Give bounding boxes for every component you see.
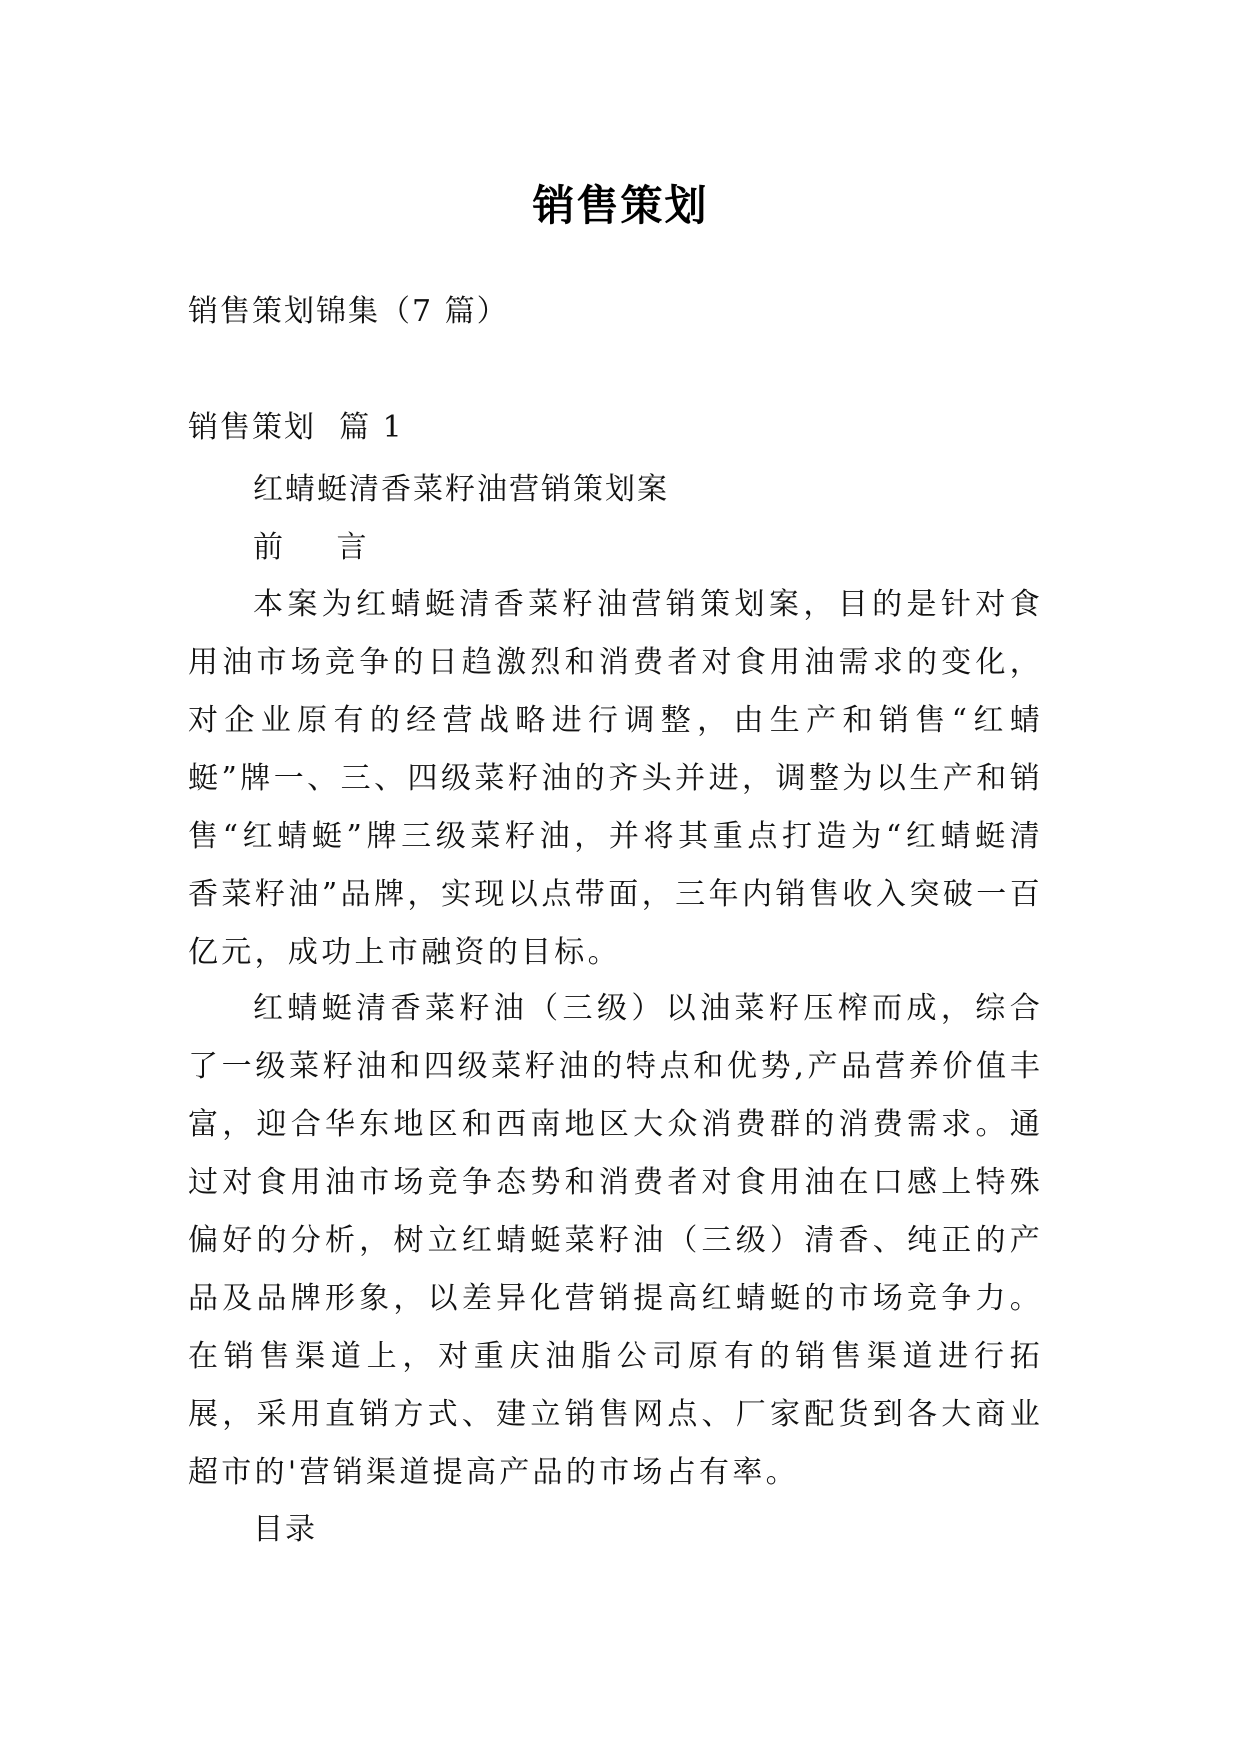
section-heading: 销售策划 篇 1 — [188, 410, 404, 445]
preface-heading: 前 言 — [253, 530, 389, 565]
collection-subtitle: 销售策划锦集（7 篇） — [188, 294, 509, 329]
plan-title: 红蜻蜓清香菜籽油营销策划案 — [253, 472, 669, 507]
body-paragraph: 红蜻蜓清香菜籽油（三级）以油菜籽压榨而成，综合了一级菜籽油和四级菜籽油的特点和优势,产品营养价值丰富，迎合华东地区和西南地区大众消费群的消费需求。通过对食用油市场竞争态势和消费者对食用油在口感上特殊偏好的分析，树立红蜻蜓菜籽油（三级）清香、纯正的产品及品牌形象，以差异化营销提高红蜻蜓的市场竞争力。在销售渠道上，对重庆油脂公司原有的销售渠道进行拓展，采用直销方式、建立销售网点、厂家配货到各大商业超市的'营销渠道提高产品的市场占有率。 — [188, 991, 1043, 1490]
document-title: 销售策划 — [532, 181, 709, 231]
toc-heading: 目录 — [253, 1512, 317, 1547]
body-paragraph: 本案为红蜻蜓清香菜籽油营销策划案，目的是针对食用油市场竞争的日趋激烈和消费者对食用油需求的变化，对企业原有的经营战略进行调整，由生产和销售“红蜻蜓”牌一、三、四级菜籽油的齐头并进，调整为以生产和销售“红蜻蜓”牌三级菜籽油，并将其重点打造为“红蜻蜓清香菜籽油”品牌，实现以点带面，三年内销售收入突破一百亿元，成功上市融资的目标。 — [188, 587, 1043, 970]
